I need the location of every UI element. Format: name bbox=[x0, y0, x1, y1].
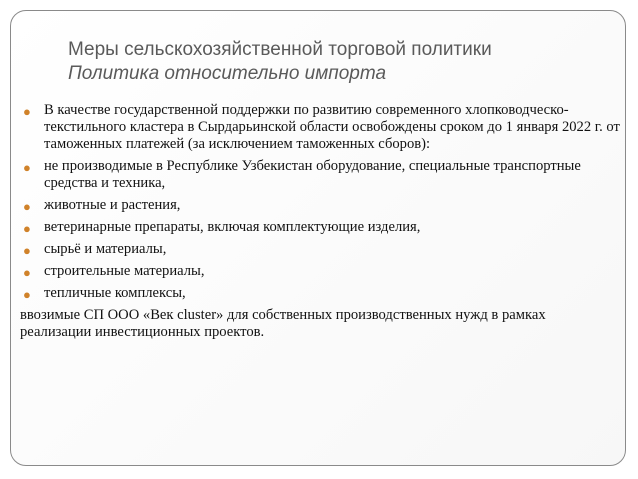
list-item bbox=[20, 158, 620, 192]
bullet-list bbox=[20, 102, 620, 302]
bullet-dot-icon: ● bbox=[23, 199, 31, 214]
bullet-dot-icon: ● bbox=[23, 104, 31, 119]
closing-paragraph: ввозимые СП ООО «Век cluster» для собственных производственных нужд в рамках реализации инвестиционных проектов. bbox=[20, 307, 546, 340]
list-item bbox=[20, 219, 620, 236]
list-item-text: ветеринарные препараты, включая комплектующие изделия, bbox=[44, 219, 421, 235]
bullet-dot-icon: ● bbox=[23, 243, 31, 258]
bullet-dot-icon: ● bbox=[23, 160, 31, 175]
list-item bbox=[20, 197, 620, 214]
bullet-dot-icon: ● bbox=[23, 287, 31, 302]
slide-body bbox=[20, 102, 620, 341]
bullet-dot-icon: ● bbox=[23, 221, 31, 236]
list-item-text: животные и растения, bbox=[44, 197, 181, 213]
list-item-text: тепличные комплексы, bbox=[44, 285, 186, 301]
list-item bbox=[20, 285, 620, 302]
list-item-text: В качестве государственной поддержки по развитию современного хлопководческо-текстильного кластера в Сырдарьинской области освобождены сроком до 1 января 2022 г. от таможенных платежей (за исключением таможенных сборов): bbox=[44, 102, 620, 152]
title-main: Меры сельскохозяйственной торговой политики bbox=[68, 39, 492, 60]
slide-title bbox=[68, 38, 628, 86]
list-item-text: сырьё и материалы, bbox=[44, 241, 167, 257]
list-item-text: строительные материалы, bbox=[44, 263, 205, 279]
list-item-text: не производимые в Республике Узбекистан оборудование, специальные транспортные средства и техника, bbox=[44, 158, 581, 191]
list-item bbox=[20, 102, 620, 153]
list-item bbox=[20, 241, 620, 258]
list-item bbox=[20, 263, 620, 280]
bullet-dot-icon: ● bbox=[23, 265, 31, 280]
title-subtitle: Политика относительно импорта bbox=[68, 63, 387, 84]
